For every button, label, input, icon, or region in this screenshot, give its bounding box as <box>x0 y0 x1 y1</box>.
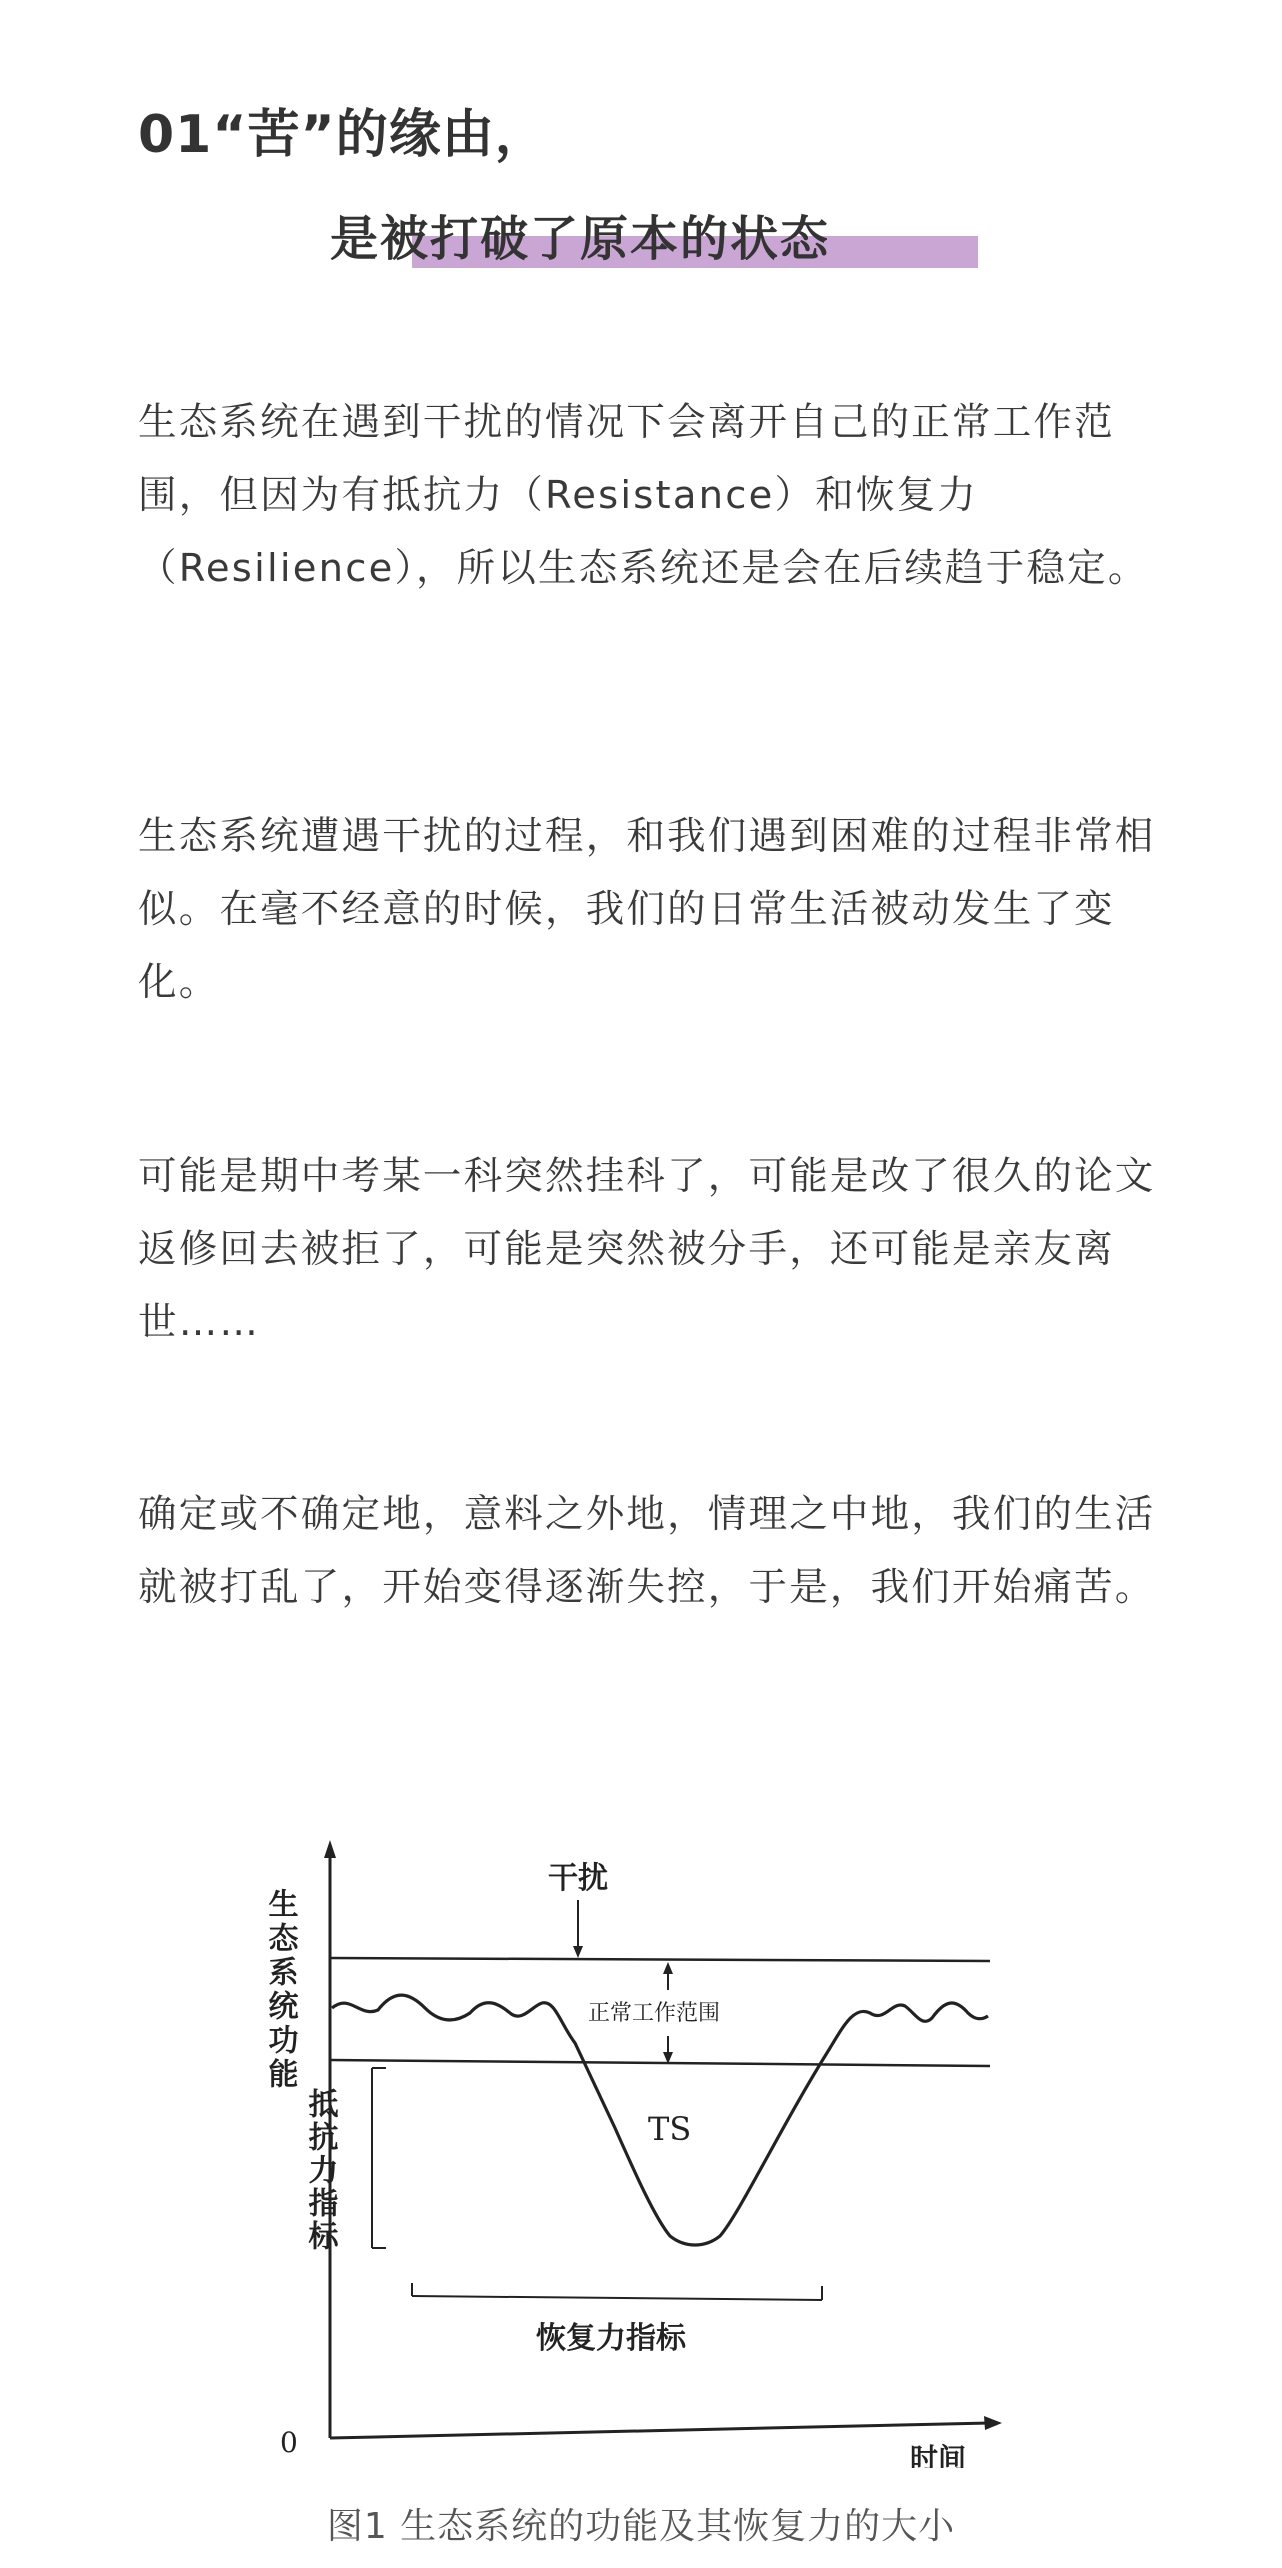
normal-range-label: 正常工作范围 <box>588 2001 721 2026</box>
resilience-figure <box>260 1828 1020 2468</box>
y-axis-arrow <box>324 1840 336 1858</box>
resistance-label: 抵抗力指标 <box>302 2088 338 2253</box>
origin-label: 0 <box>280 2426 298 2459</box>
x-axis-label: 时间 <box>910 2442 967 2468</box>
figure-caption: 图1 生态系统的功能及其恢复力的大小 <box>326 2506 956 2547</box>
x-axis-arrow <box>984 2416 1002 2430</box>
lower-range-line <box>330 2060 990 2066</box>
heading-line2: 是被打破了原本的状态 <box>330 211 831 267</box>
ts-label: TS <box>648 2110 692 2148</box>
paragraph-2: 生态系统遭遇干扰的过程，和我们遇到困难的过程非常相似。在毫不经意的时候，我们的日常生活被动发生了变化。 <box>138 814 1156 1005</box>
x-axis <box>330 2423 990 2438</box>
resilience-diagram <box>260 1828 1020 2468</box>
heading-line1: 01“苦”的缘由， <box>138 105 548 165</box>
paragraph-1: 生态系统在遇到干扰的情况下会离开自己的正常工作范围，但因为有抵抗力（Resistance）和恢复力（Resilience），所以生态系统还是会在后续趋于稳定。 <box>138 400 1149 591</box>
upper-range-line <box>330 1958 990 1961</box>
paragraph-4: 确定或不确定地，意料之外地，情理之中地，我们的生活就被打乱了，开始变得逐渐失控，于是，我们开始痛苦。 <box>138 1492 1156 1610</box>
paragraph-3: 可能是期中考某一科突然挂科了，可能是改了很久的论文返修回去被拒了，可能是突然被分手，还可能是亲友离世…… <box>138 1154 1156 1345</box>
y-axis-label: 生态系统功能 <box>262 1888 298 2092</box>
resilience-bracket <box>412 2296 822 2300</box>
resilience-label: 恢复力指标 <box>536 2321 686 2356</box>
disturbance-label: 干扰 <box>548 1861 608 1896</box>
